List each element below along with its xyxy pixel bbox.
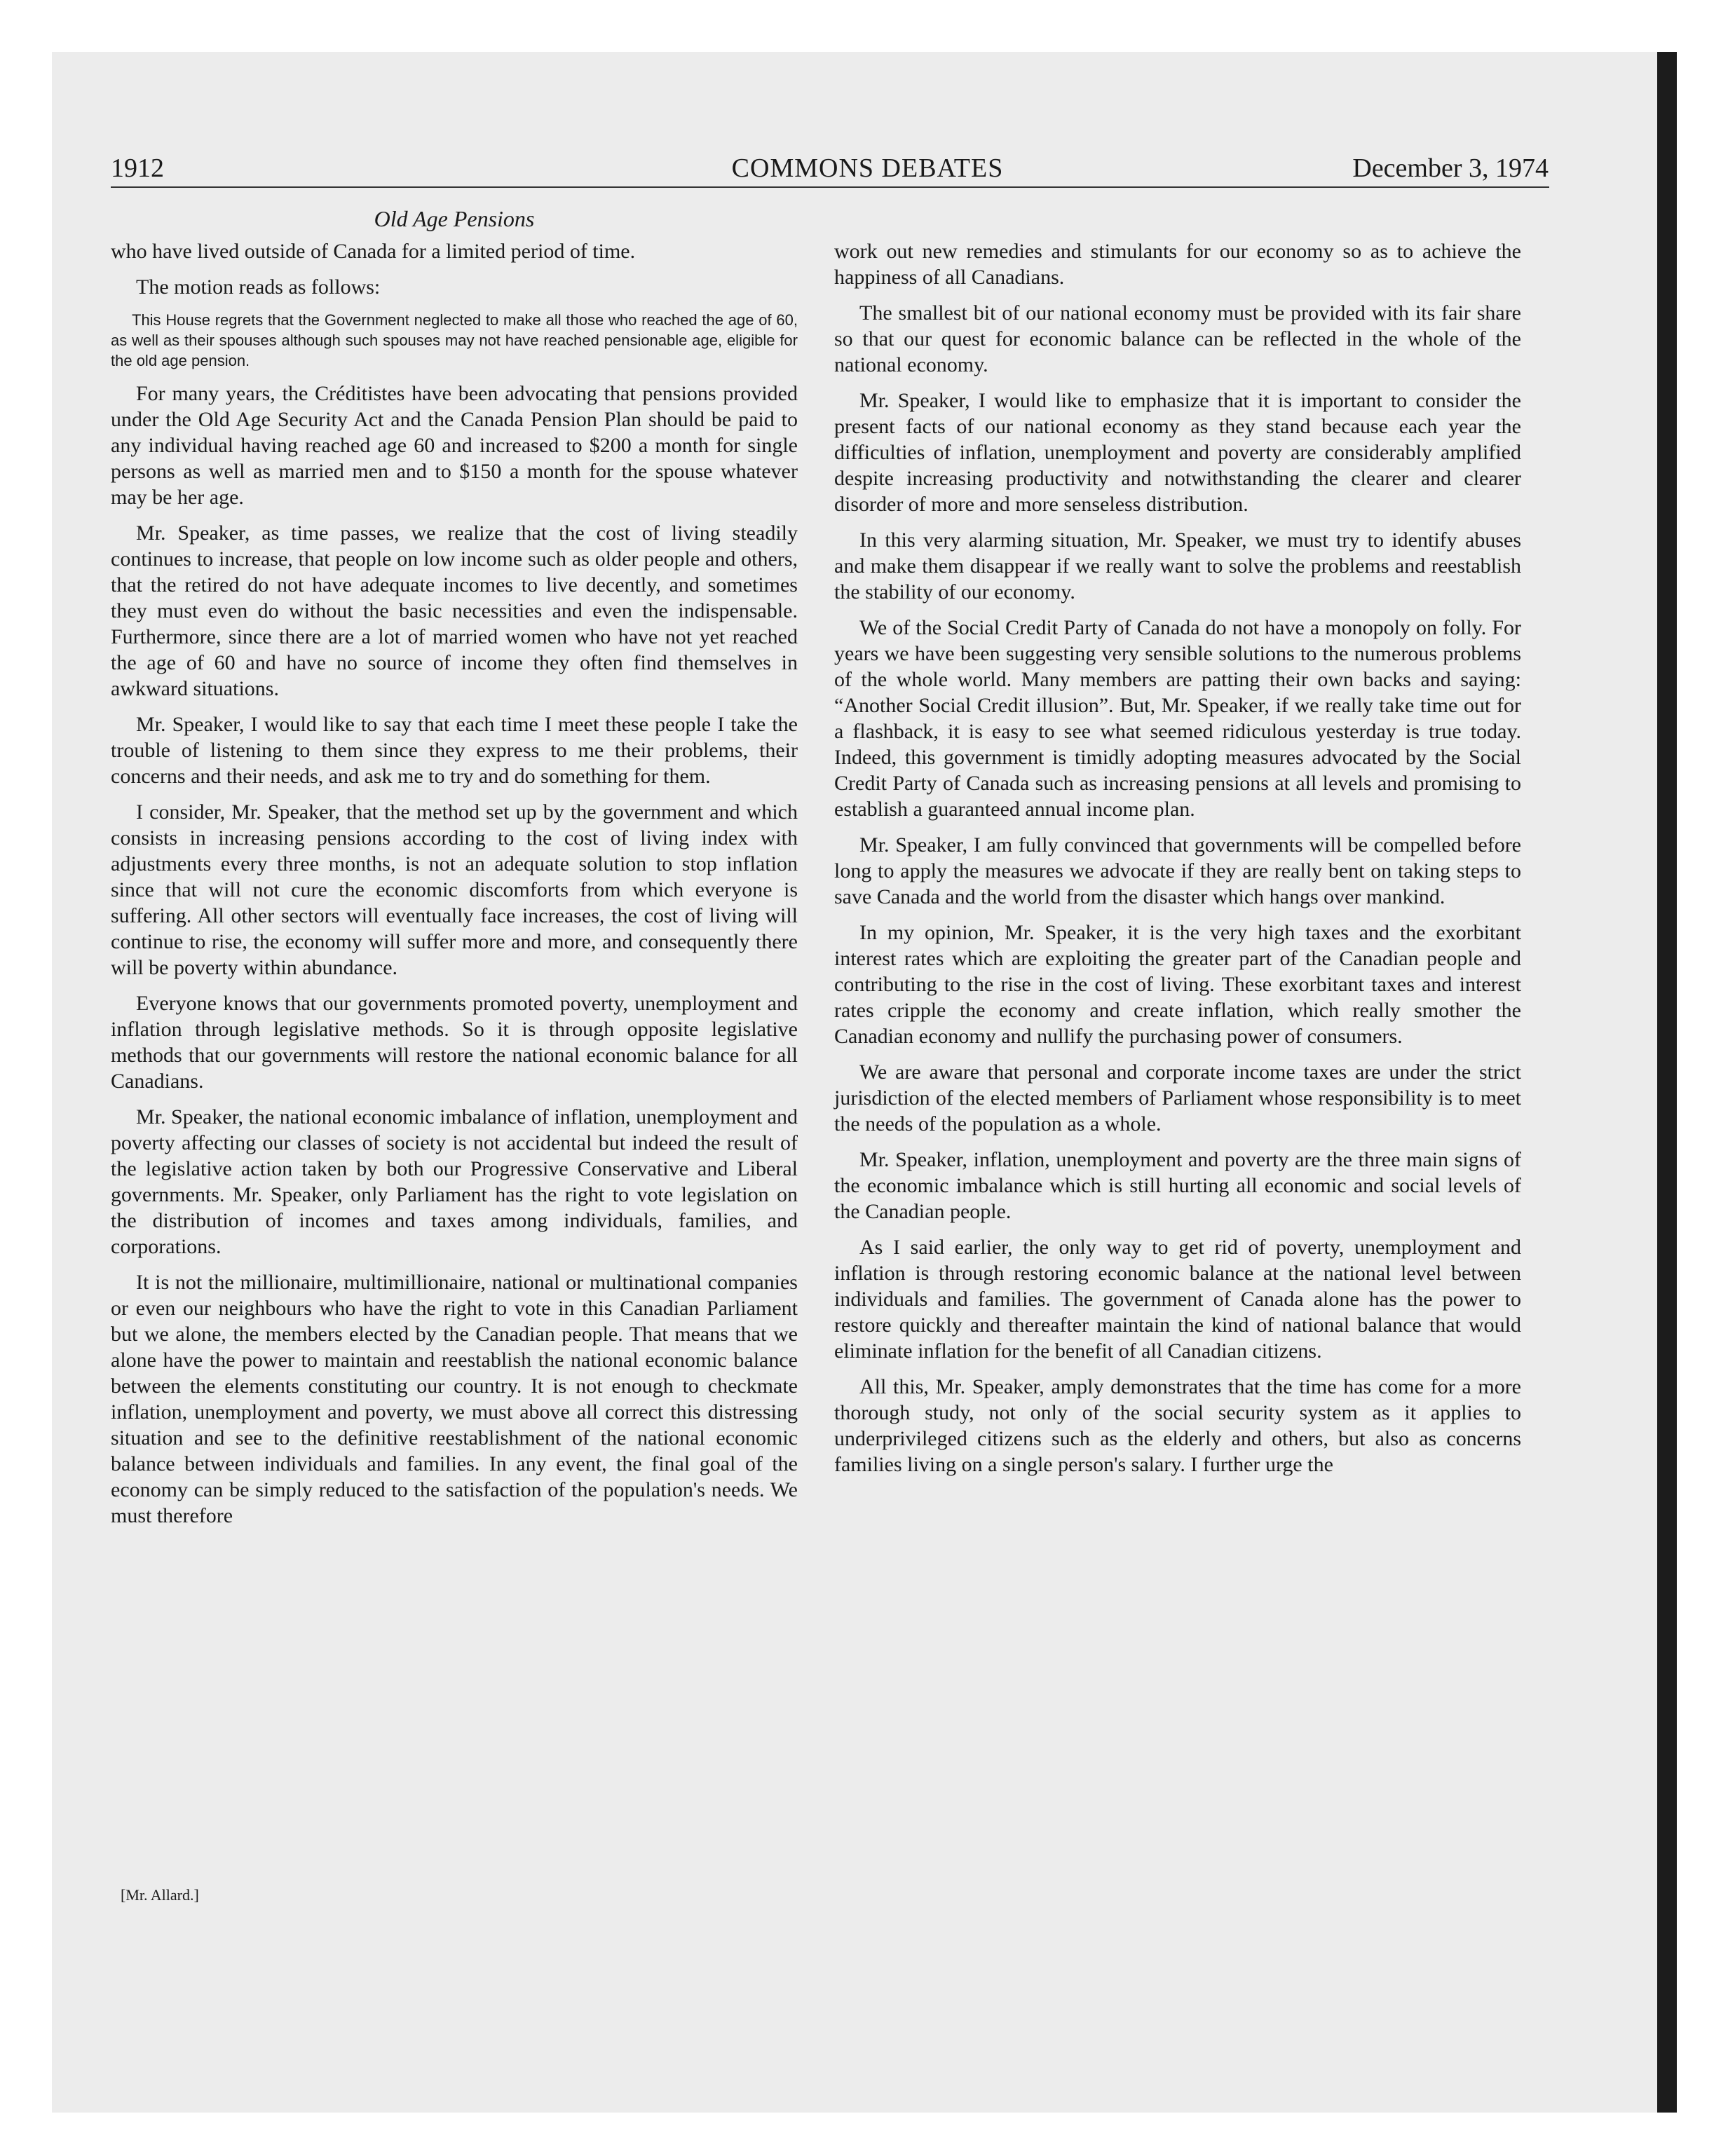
speaker-attribution: [Mr. Allard.] xyxy=(121,1886,199,1904)
motion-text: This House regrets that the Government neglected to make all those who reached the age of 60, as well as their spouses although such spouses may not have reached pensionable age, eligible for the old age pension. xyxy=(111,311,798,369)
page-number: 1912 xyxy=(111,153,164,183)
paragraph: The smallest bit of our national economy must be provided with its fair share so that our quest for economic balance can be reflected in the whole of the national economy. xyxy=(834,301,1521,376)
right-column xyxy=(834,238,1521,1487)
scan-edge-bar xyxy=(1657,52,1677,2113)
paragraph: I consider, Mr. Speaker, that the method set up by the government and which consists in increasing pensions according to the cost of living index with adjustments every three months, is not an adequate solution to stop inflation since that will not cure the economic discomforts from which everyone is suffering. All other sectors will eventually face increases, the cost of living will continue to rise, the economy will suffer more and more, and consequently there will be poverty within abundance. xyxy=(111,800,798,979)
section-title: Old Age Pensions xyxy=(374,206,535,231)
paragraph: It is not the millionaire, multimillionaire, national or multinational companies or even our neighbours who have the right to vote in this Canadian Parliament but we alone, the members elected by the Canadian people. That means that we alone have the power to maintain and reestablish the national economic balance between the elements constituting our country. It is not enough to checkmate inflation, unemployment and poverty, we must above all correct this distressing situation and see to the definitive reestablishment of the national economic balance between individuals and families. In any event, the final goal of the economy can be simply reduced to the satisfaction of the population's needs. We must therefore xyxy=(111,1271,798,1527)
paragraph: Mr. Speaker, I would like to emphasize that it is important to consider the present facts of our national economy as they stand because each year the difficulties of inflation, unemployment and poverty are considerably amplified despite increasing productivity and notwithstanding the clearer and clearer disorder of more and more senseless distribution. xyxy=(834,389,1521,516)
paragraph: Everyone knows that our governments promoted poverty, unemployment and inflation through legislative methods. So it is through opposite legislative methods that our governments will restore the national economic balance for all Canadians. xyxy=(111,992,798,1093)
paragraph: Mr. Speaker, the national economic imbalance of inflation, unemployment and poverty affecting our classes of society is not accidental but indeed the result of the legislative action taken by both our Progressive Conservative and Liberal governments. Mr. Speaker, only Parliament has the right to vote legislation on the distribution of incomes and taxes among individuals, families, and corporations. xyxy=(111,1105,798,1258)
paragraph: For many years, the Créditistes have been advocating that pensions provided under the Old Age Security Act and the Canada Pension Plan should be paid to any individual having reached age 60 and increased to $200 a month for single persons as well as married men and to $150 a month for the spouse whatever may be her age. xyxy=(111,382,798,509)
paragraph: Mr. Speaker, inflation, unemployment and poverty are the three main signs of the economic imbalance which is still hurting all economic and social levels of the Canadian people. xyxy=(834,1148,1521,1223)
publication-title: COMMONS DEBATES xyxy=(731,153,1004,183)
paragraph: Mr. Speaker, I am fully convinced that governments will be compelled before long to apply the measures we advocate if they are really bent on taking steps to save Canada and the world from the disaster which hangs over mankind. xyxy=(834,833,1521,908)
paragraph: All this, Mr. Speaker, amply demonstrates that the time has come for a more thorough study, not only of the social security system as it applies to underprivileged citizens such as the elderly and others, but also as concerns families living on a single person's salary. I further urge the xyxy=(834,1375,1521,1476)
paragraph: We are aware that personal and corporate income taxes are under the strict jurisdiction of the elected members of Parliament whose responsibility is to meet the needs of the population as a whole. xyxy=(834,1060,1521,1135)
paragraph: Mr. Speaker, as time passes, we realize that the cost of living steadily continues to increase, that people on low income such as older people and others, that the retired do not have adequate incomes to live decently, and sometimes they must even do without the basic necessities and even the indispensable. Furthermore, since there are a lot of married women who have not yet reached the age of 60 and have no source of income they often find themselves in awkward situations. xyxy=(111,521,798,700)
paragraph: Mr. Speaker, I would like to say that each time I meet these people I take the trouble of listening to them since they express to me their problems, their concerns and their needs, and ask me to try and do something for them. xyxy=(111,713,798,788)
paragraph: As I said earlier, the only way to get rid of poverty, unemployment and inflation is through restoring economic balance at the national level between individuals and families. The government of Canada alone has the power to restore quickly and thereafter maintain the kind of national balance that would eliminate inflation for the benefit of all Canadian citizens. xyxy=(834,1236,1521,1363)
page-date: December 3, 1974 xyxy=(1352,153,1549,183)
header-rule xyxy=(111,186,1549,188)
paragraph: In this very alarming situation, Mr. Speaker, we must try to identify abuses and make them disappear if we really want to solve the problems and reestablish the stability of our economy. xyxy=(834,528,1521,603)
paragraph: In my opinion, Mr. Speaker, it is the very high taxes and the exorbitant interest rates which are exploiting the greater part of the Canadian people and contributing to the rise in the cost of living. These exorbitant taxes and interest rates cripple the economy and create inflation, which really smother the Canadian economy and nullify the purchasing power of consumers. xyxy=(834,921,1521,1048)
paragraph: who have lived outside of Canada for a limited period of time. xyxy=(111,240,636,263)
left-column xyxy=(111,238,798,1538)
paragraph: We of the Social Credit Party of Canada do not have a monopoly on folly. For years we have been suggesting very sensible solutions to the numerous problems of the whole world. Many members are patting their own backs and saying: “Another Social Credit illusion”. But, Mr. Speaker, if we really take time out for a flashback, it is easy to see what seemed ridiculous yesterday is true today. Indeed, this government is timidly adopting measures advocated by the Social Credit Party of Canada such as increasing pensions at all levels and promising to establish a guaranteed annual income plan. xyxy=(834,616,1521,821)
paragraph: work out new remedies and stimulants for our economy so as to achieve the happiness of all Canadians. xyxy=(834,240,1521,289)
paragraph: The motion reads as follows: xyxy=(136,275,381,299)
